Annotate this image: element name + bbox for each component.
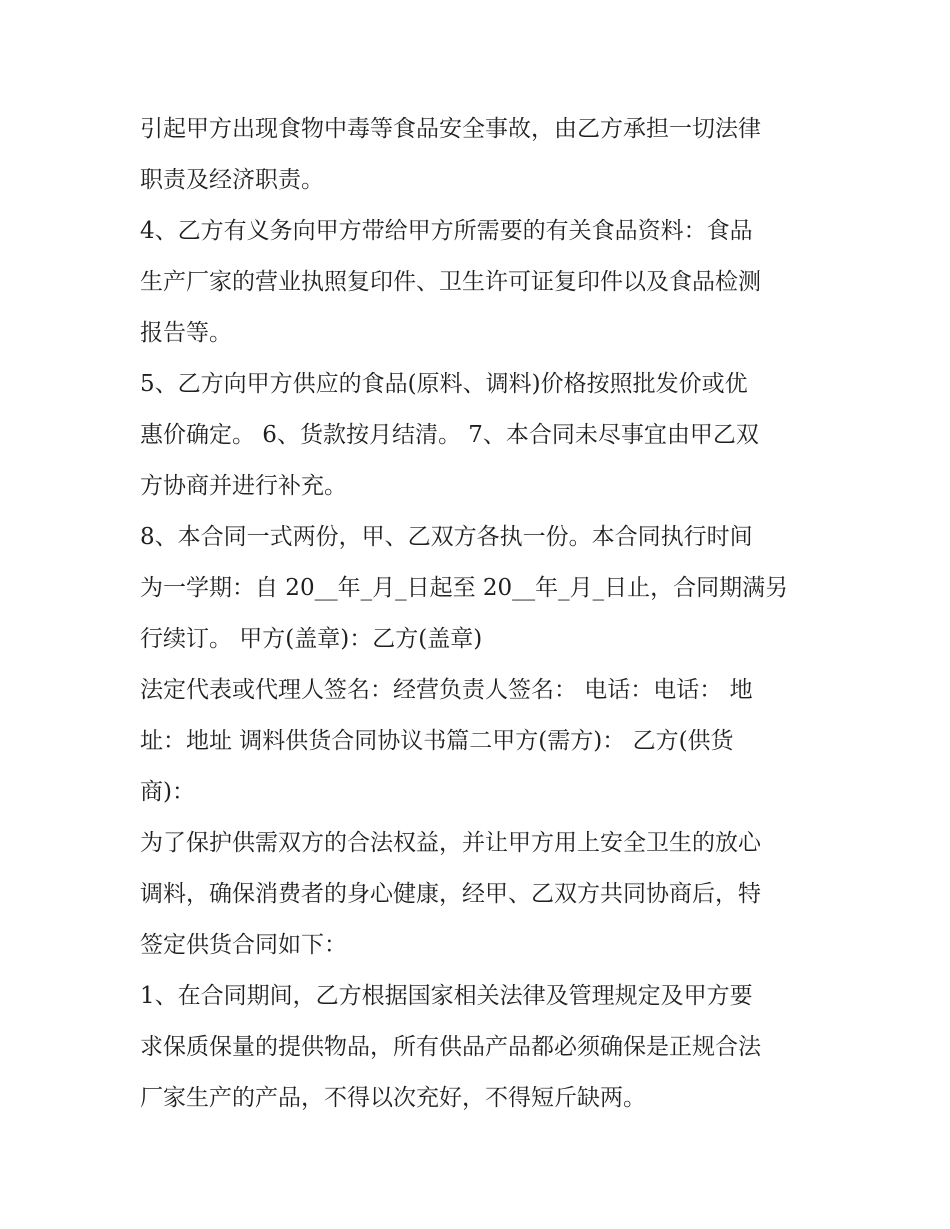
text-line: 4、乙方有义务向甲方带给甲方所需要的有关食品资料：食品 — [140, 218, 753, 244]
text-line: 惠价确定。 6、货款按月结清。 7、本合同未尽事宜由甲乙双 — [140, 422, 759, 448]
text-line: 法定代表或代理人签名：经营负责人签名： 电话：电话： 地 — [140, 677, 753, 703]
contract-text-body — [140, 104, 820, 1124]
text-line: 商)： — [140, 779, 195, 805]
text-line: 行续订。 甲方(盖章)：乙方(盖章) — [140, 626, 483, 652]
text-line: 厂家生产的产品，不得以次充好，不得短斤缺两。 — [140, 1085, 646, 1111]
text-line: 址：地址 调料供货合同协议书篇二甲方(需方)： 乙方(供货 — [140, 728, 734, 754]
text-line: 方协商并进行补充。 — [140, 473, 347, 499]
text-line: 为一学期：自 20__年_月_日起至 20__年_月_日止，合同期满另 — [140, 575, 789, 601]
text-line: 5、乙方向甲方供应的食品(原料、调料)价格按照批发价或优 — [140, 371, 748, 397]
text-line: 生产厂家的营业执照复印件、卫生许可证复印件以及食品检测 — [140, 269, 761, 295]
text-line: 调料，确保消费者的身心健康，经甲、乙双方共同协商后，特 — [140, 881, 761, 907]
text-line: 引起甲方出现食物中毒等食品安全事故，由乙方承担一切法律 — [140, 116, 761, 142]
text-line: 求保质保量的提供物品，所有供品产品都必须确保是正规合法 — [140, 1034, 761, 1060]
text-line: 职责及经济职责。 — [140, 167, 324, 193]
text-line: 为了保护供需双方的合法权益，并让甲方用上安全卫生的放心 — [140, 830, 761, 856]
text-line: 8、本合同一式两份，甲、乙双方各执一份。本合同执行时间 — [140, 524, 753, 550]
text-line: 1、在合同期间，乙方根据国家相关法律及管理规定及甲方要 — [140, 983, 753, 1009]
text-line: 签定供货合同如下： — [140, 932, 347, 958]
text-line: 报告等。 — [140, 320, 232, 346]
